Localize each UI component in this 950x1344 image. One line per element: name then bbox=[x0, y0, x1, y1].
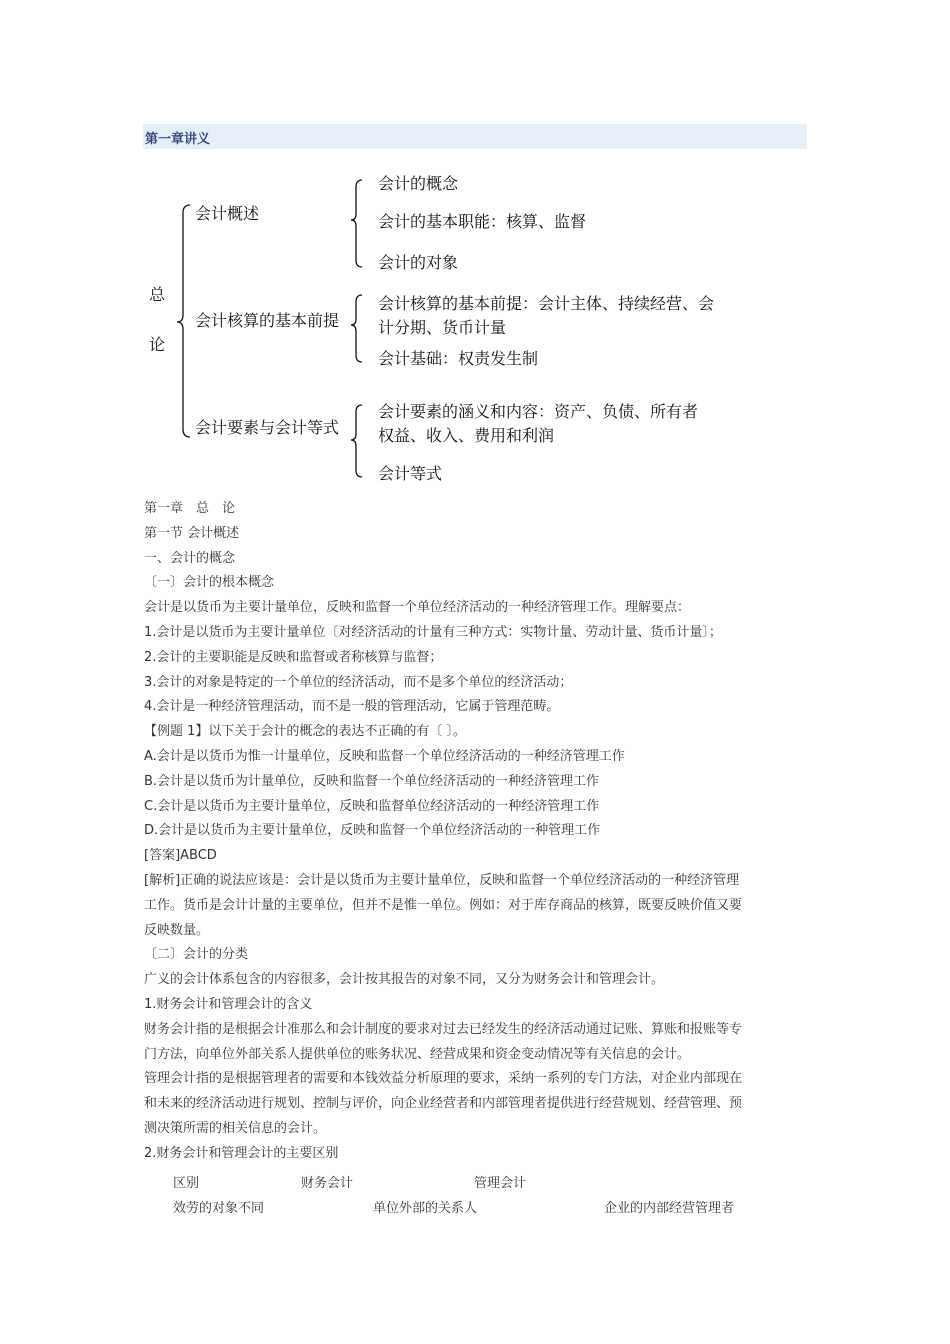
branch-label: 会计要素与会计等式 bbox=[195, 418, 340, 437]
list-item: 2.财务会计和管理会计的主要区别 bbox=[144, 1145, 339, 1161]
table-header-cell: 财务会计 bbox=[301, 1176, 354, 1191]
chapter-title: 第一章讲义 bbox=[145, 132, 211, 147]
branch-brace-3 bbox=[351, 405, 362, 477]
answer-option: A.会计是以货币为惟一计量单位，反映和监督一个单位经济活动的一种经济管理工作 bbox=[144, 748, 625, 764]
table-header-row bbox=[173, 1172, 813, 1192]
list-item: 4.会计是一种经济管理活动，而不是一般的管理活动，它属于管理范畴。 bbox=[144, 699, 560, 715]
table-header-cell: 区别 bbox=[173, 1176, 200, 1191]
list-item: 1.财务会计和管理会计的含义 bbox=[144, 996, 313, 1012]
table-cell: 效劳的对象不同 bbox=[173, 1201, 265, 1216]
table-header-cell: 管理会计 bbox=[474, 1176, 527, 1191]
answer-option: D.会计是以货币为主要计量单位，反映和监督一个单位经济活动的一种管理工作 bbox=[144, 823, 601, 839]
diagram-root-char-2: 论 bbox=[149, 335, 166, 354]
chapter-header-band bbox=[143, 124, 807, 149]
paragraph-line: 广义的会计体系包含的内容很多，会计按其报告的对象不同，又分为财务会计和管理会计。 bbox=[144, 972, 665, 988]
branch-brace-1 bbox=[351, 180, 362, 267]
paragraph-line: 测决策所需的相关信息的会计。 bbox=[144, 1120, 327, 1136]
example-question: 【例题 1】以下关于会计的概念的表达不正确的有〔 〕。 bbox=[144, 724, 467, 740]
subsection-heading: 一、会计的概念 bbox=[144, 550, 236, 566]
paragraph-line: 财务会计指的是根据会计准那么和会计制度的要求对过去已经发生的经济活动通过记账、算账和报账等专 bbox=[144, 1021, 743, 1037]
leaf-text: 会计等式 bbox=[378, 464, 443, 483]
table-cell: 企业的内部经营管理者 bbox=[604, 1201, 735, 1216]
explanation-line: 反映数量。 bbox=[144, 922, 210, 938]
paragraph-line: 管理会计指的是根据管理者的需要和本钱效益分析原理的要求，采纳一系列的专门方法，对企业内部现在 bbox=[144, 1071, 743, 1087]
leaf-text: 会计要素的涵义和内容：资产、负债、所有者 bbox=[378, 402, 699, 421]
leaf-text: 会计基础：权责发生制 bbox=[378, 349, 539, 368]
paragraph-line: 会计是以货币为主要计量单位，反映和监督一个单位经济活动的一种经济管理工作。理解要点： bbox=[144, 600, 691, 616]
answer-key: [答案]ABCD bbox=[144, 848, 217, 864]
list-item: 1.会计是以货币为主要计量单位〔对经济活动的计量有三种方式：实物计量、劳动计量、货币计量〕； bbox=[144, 624, 722, 640]
subsection-heading: 〔一〕会计的根本概念 bbox=[144, 575, 275, 591]
subsection-heading: 〔二〕会计的分类 bbox=[144, 947, 249, 963]
explanation-line: 工作。货币是会计计量的主要单位，但并不是惟一单位。例如：对于库存商品的核算，既要反映价值又要 bbox=[144, 897, 743, 913]
answer-option: C.会计是以货币为主要计量单位，反映和监督单位经济活动的一种经济管理工作 bbox=[144, 798, 600, 814]
explanation-line: [解析]正确的说法应该是：会计是以货币为主要计量单位，反映和监督一个单位经济活动的一种经济管理 bbox=[144, 872, 740, 888]
branch-brace-2 bbox=[351, 295, 362, 362]
leaf-text: 会计核算的基本前提：会计主体、持续经营、会 bbox=[378, 294, 715, 313]
list-item: 3.会计的对象是特定的一个单位的经济活动，而不是多个单位的经济活动； bbox=[144, 674, 573, 690]
branch-label: 会计概述 bbox=[195, 204, 260, 223]
lecture-body bbox=[144, 497, 814, 1167]
chapter-heading: 第一章 总 论 bbox=[144, 501, 236, 516]
table-row bbox=[173, 1197, 813, 1217]
outline-diagram bbox=[143, 165, 763, 490]
root-brace bbox=[177, 205, 190, 437]
leaf-text: 会计的对象 bbox=[378, 253, 459, 272]
leaf-text: 会计的基本职能：核算、监督 bbox=[378, 212, 587, 231]
paragraph-line: 门方法，向单位外部关系人提供单位的账务状况、经营成果和资金变动情况等有关信息的会计。 bbox=[144, 1046, 691, 1062]
paragraph-line: 和未来的经济活动进行规划、控制与评价，向企业经营者和内部管理者提供进行经营规划、经营管理、预 bbox=[144, 1096, 743, 1112]
leaf-text: 权益、收入、费用和利润 bbox=[378, 426, 555, 445]
table-cell: 单位外部的关系人 bbox=[373, 1201, 478, 1216]
branch-label: 会计核算的基本前提 bbox=[195, 311, 340, 330]
leaf-text: 会计的概念 bbox=[378, 174, 459, 193]
diagram-root-char-1: 总 bbox=[149, 285, 166, 304]
list-item: 2.会计的主要职能是反映和监督或者称核算与监督； bbox=[144, 649, 443, 665]
leaf-text: 计分期、货币计量 bbox=[378, 318, 507, 337]
answer-option: B.会计是以货币为计量单位，反映和监督一个单位经济活动的一种经济管理工作 bbox=[144, 773, 600, 789]
section-heading: 第一节 会计概述 bbox=[144, 525, 240, 541]
